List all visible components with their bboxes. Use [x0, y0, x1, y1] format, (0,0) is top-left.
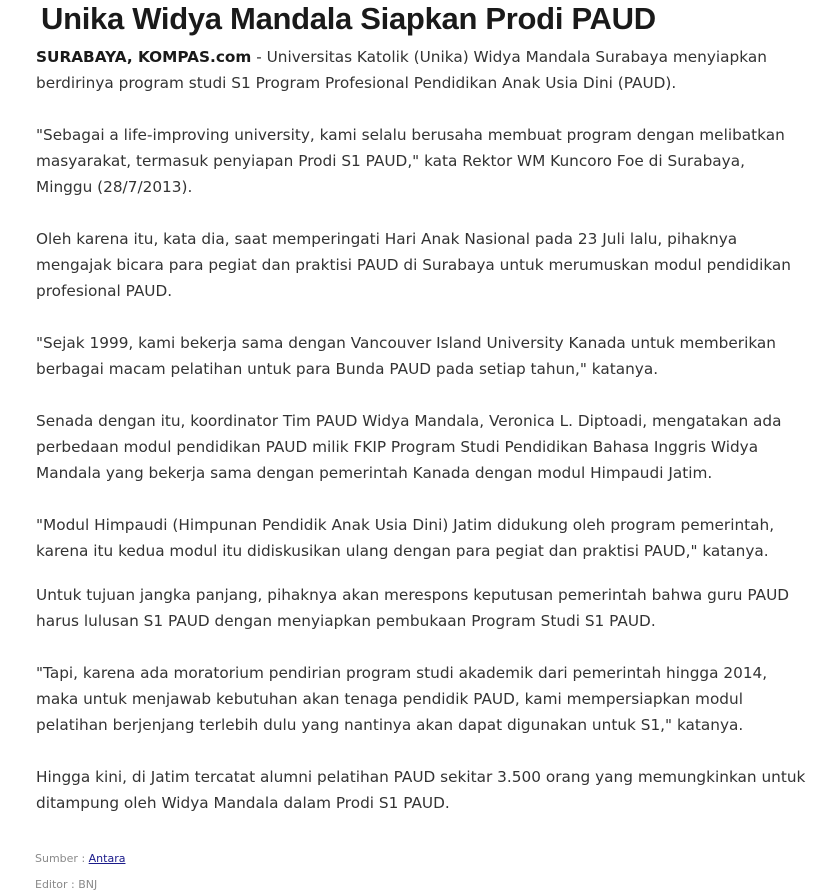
- article-paragraph: Hingga kini, di Jatim tercatat alumni pelatihan PAUD sekitar 3.500 orang yang memungkinkan untuk ditampung oleh Widya Mandala dalam Prodi S1 PAUD.: [36, 768, 806, 812]
- article-body: [36, 44, 806, 842]
- article-paragraph: "Modul Himpaudi (Himpunan Pendidik Anak Usia Dini) Jatim didukung oleh program pemerintah, karena itu kedua modul itu didiskusikan ulang dengan para pegiat dan praktisi PAUD," katanya.: [36, 516, 775, 560]
- article-dateline: SURABAYA, KOMPAS.com: [36, 48, 252, 66]
- article-paragraph: "Sejak 1999, kami bekerja sama dengan Vancouver Island University Kanada untuk memberikan berbagai macam pelatihan untuk para Bunda PAUD pada setiap tahun," katanya.: [36, 334, 777, 378]
- article-paragraph: Senada dengan itu, koordinator Tim PAUD Widya Mandala, Veronica L. Diptoadi, mengatakan ada perbedaan modul pendidikan PAUD milik FKIP Program Studi Pendidikan Bahasa Inggris Widya Mandala yang bekerja sama dengan pemerintah Kanada dengan modul Himpaudi Jatim.: [36, 412, 782, 482]
- article-source: [35, 852, 125, 866]
- lead-separator: -: [251, 48, 267, 66]
- article-paragraph-lead: [36, 44, 806, 96]
- article-paragraph: "Tapi, karena ada moratorium pendirian program studi akademik dari pemerintah hingga 2014, maka untuk menjawab kebutuhan akan tenaga pendidik PAUD, kami mempersiapkan modul pelatihan berjenjang terlebih dulu yang nantinya akan dapat digunakan untuk S1," katanya.: [36, 664, 768, 734]
- article-title: Unika Widya Mandala Siapkan Prodi PAUD: [41, 1, 656, 36]
- editor-label: Editor :: [35, 878, 79, 891]
- source-label: Sumber :: [35, 852, 89, 865]
- editor-value: BNJ: [78, 878, 98, 891]
- article-paragraph: "Sebagai a life-improving university, kami selalu berusaha membuat program dengan melibatkan masyarakat, termasuk penyiapan Prodi S1 PAUD," kata Rektor WM Kuncoro Foe di Surabaya, Minggu (28/7/2013).: [36, 126, 785, 196]
- article-paragraph-text: Universitas Katolik (Unika) Widya Mandala Surabaya menyiapkan berdirinya program studi S1 Program Profesional Pendidikan Anak Usia Dini (PAUD).: [36, 48, 767, 92]
- article-paragraph: Untuk tujuan jangka panjang, pihaknya akan merespons keputusan pemerintah bahwa guru PAUD harus lulusan S1 PAUD dengan menyiapkan pembukaan Program Studi S1 PAUD.: [36, 586, 790, 630]
- source-link[interactable]: Antara: [88, 852, 126, 865]
- article-editor: [35, 878, 97, 892]
- article-paragraph: Oleh karena itu, kata dia, saat memperingati Hari Anak Nasional pada 23 Juli lalu, pihaknya mengajak bicara para pegiat dan praktisi PAUD di Surabaya untuk merumuskan modul pendidikan profesional PAUD.: [36, 230, 791, 300]
